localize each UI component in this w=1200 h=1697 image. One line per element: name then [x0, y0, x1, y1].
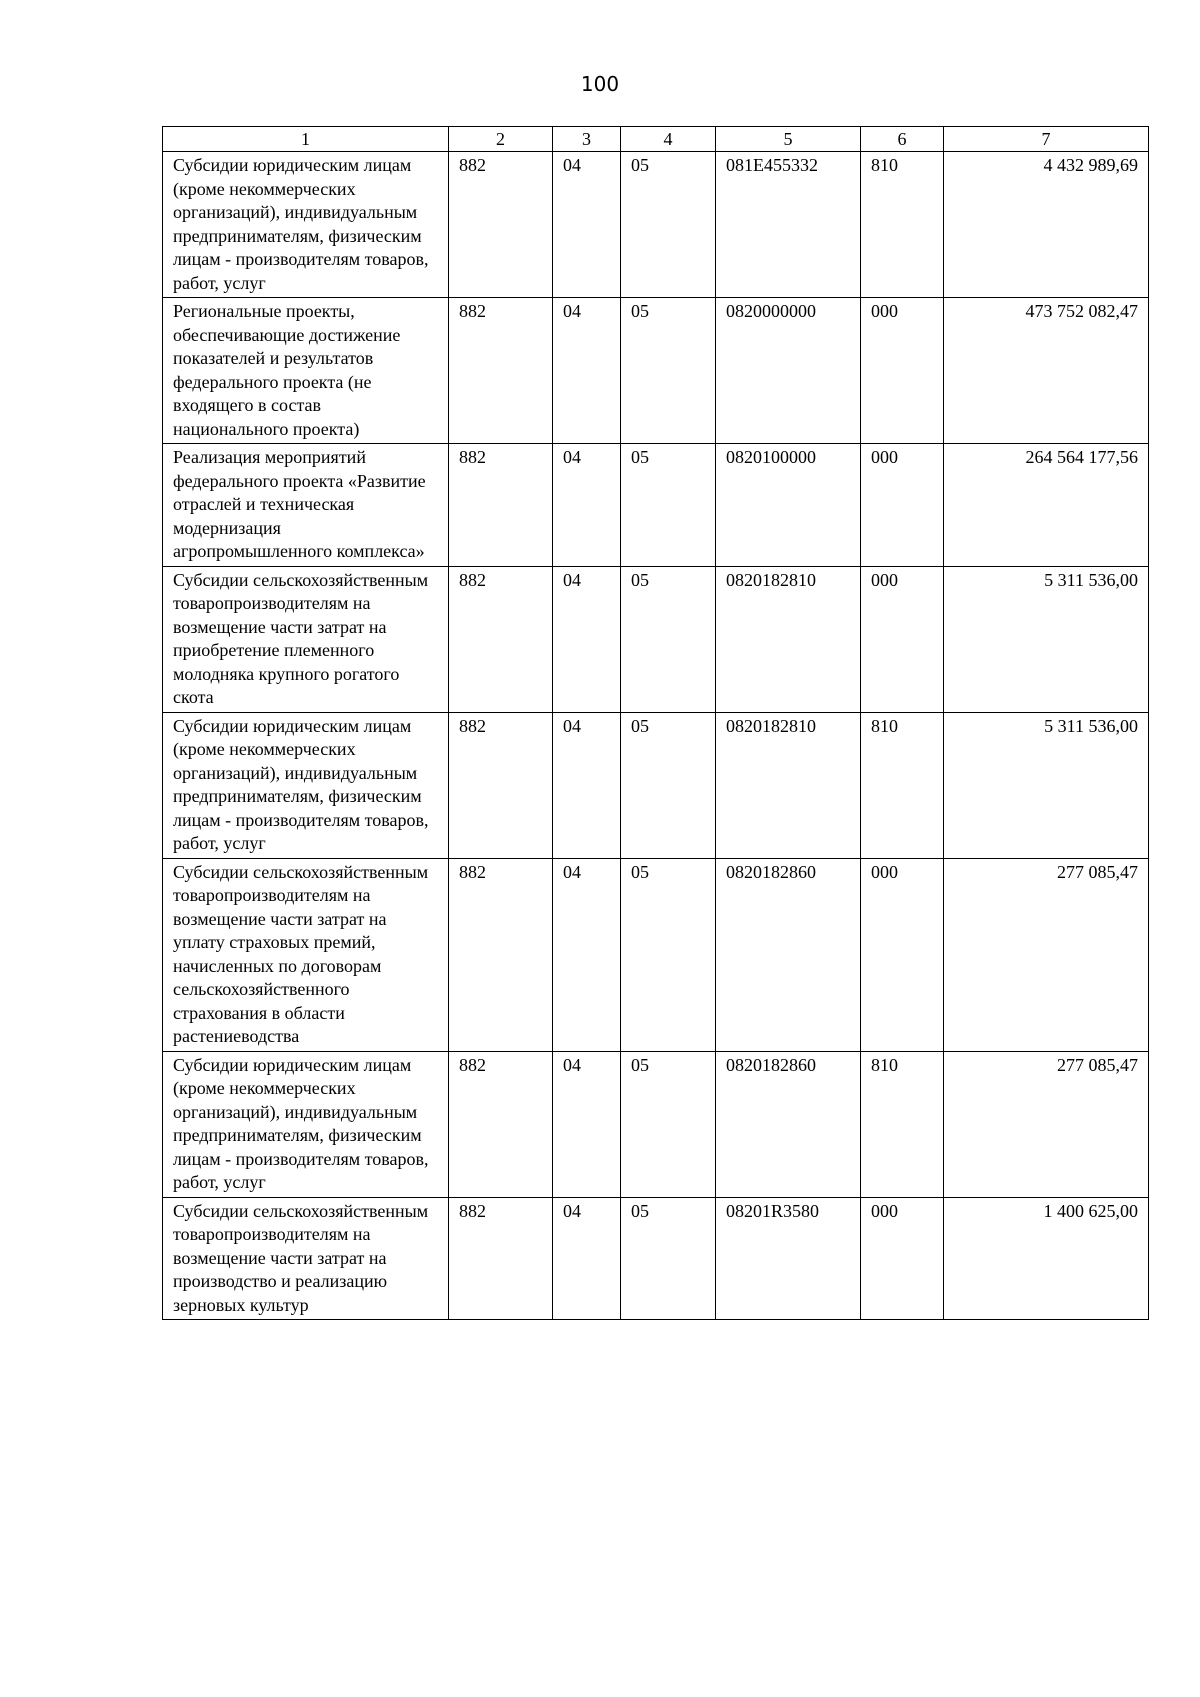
row-col-5: 0820182860: [716, 1051, 861, 1197]
row-name: Субсидии юридическим лицам (кроме некоммерческих организаций), индивидуальным предпринимателям, физическим лицам - производителям товаров, работ, услуг: [163, 152, 449, 298]
table-row: [163, 152, 1149, 298]
row-col-4: 05: [621, 298, 716, 444]
table-row: [163, 858, 1149, 1051]
row-col-2: 882: [449, 712, 553, 858]
row-col-3: 04: [553, 298, 621, 444]
row-col-6: 810: [861, 152, 944, 298]
row-col-6: 000: [861, 858, 944, 1051]
row-col-4: 05: [621, 566, 716, 712]
row-amount: 5 311 536,00: [944, 566, 1149, 712]
row-col-5: 0820100000: [716, 444, 861, 567]
row-col-5: 0820182810: [716, 712, 861, 858]
row-name: Субсидии сельскохозяйственным товаропроизводителям на возмещение части затрат на уплату страховых премий, начисленных по договорам сельскохозяйственного страхования в области растениеводства: [163, 858, 449, 1051]
row-col-6: 000: [861, 444, 944, 567]
row-col-2: 882: [449, 298, 553, 444]
row-amount: 264 564 177,56: [944, 444, 1149, 567]
row-col-4: 05: [621, 858, 716, 1051]
row-name: Реализация мероприятий федерального проекта «Развитие отраслей и техническая модернизация агропромышленного комплекса»: [163, 444, 449, 567]
row-name: Региональные проекты, обеспечивающие достижение показателей и результатов федерального проекта (не входящего в состав национального проекта): [163, 298, 449, 444]
col-header-6: 6: [861, 127, 944, 152]
row-amount: 1 400 625,00: [944, 1197, 1149, 1320]
row-amount: 277 085,47: [944, 1051, 1149, 1197]
table-row: [163, 1051, 1149, 1197]
row-col-3: 04: [553, 566, 621, 712]
row-col-3: 04: [553, 712, 621, 858]
budget-table: [162, 126, 1149, 1320]
row-col-5: 0820000000: [716, 298, 861, 444]
row-amount: 4 432 989,69: [944, 152, 1149, 298]
row-col-6: 810: [861, 712, 944, 858]
row-col-2: 882: [449, 444, 553, 567]
row-col-4: 05: [621, 444, 716, 567]
row-col-6: 000: [861, 1197, 944, 1320]
row-col-6: 000: [861, 566, 944, 712]
row-col-2: 882: [449, 1051, 553, 1197]
col-header-4: 4: [621, 127, 716, 152]
row-name: Субсидии сельскохозяйственным товаропроизводителям на возмещение части затрат на приобретение племенного молодняка крупного рогатого скота: [163, 566, 449, 712]
row-col-2: 882: [449, 566, 553, 712]
col-header-7: 7: [944, 127, 1149, 152]
page-number: 100: [580, 72, 620, 96]
row-col-3: 04: [553, 444, 621, 567]
row-col-4: 05: [621, 1051, 716, 1197]
col-header-2: 2: [449, 127, 553, 152]
table-row: [163, 566, 1149, 712]
row-col-5: 0820182810: [716, 566, 861, 712]
row-col-5: 08201R3580: [716, 1197, 861, 1320]
row-col-2: 882: [449, 152, 553, 298]
row-name: Субсидии юридическим лицам (кроме некоммерческих организаций), индивидуальным предпринимателям, физическим лицам - производителям товаров, работ, услуг: [163, 1051, 449, 1197]
row-col-3: 04: [553, 1197, 621, 1320]
row-col-4: 05: [621, 1197, 716, 1320]
col-header-3: 3: [553, 127, 621, 152]
row-col-4: 05: [621, 712, 716, 858]
table-row: [163, 444, 1149, 567]
row-col-3: 04: [553, 858, 621, 1051]
row-col-2: 882: [449, 858, 553, 1051]
row-col-3: 04: [553, 1051, 621, 1197]
row-col-5: 0820182860: [716, 858, 861, 1051]
col-header-5: 5: [716, 127, 861, 152]
col-header-1: 1: [163, 127, 449, 152]
row-col-2: 882: [449, 1197, 553, 1320]
row-name: Субсидии сельскохозяйственным товаропроизводителям на возмещение части затрат на производство и реализацию зерновых культур: [163, 1197, 449, 1320]
row-col-6: 000: [861, 298, 944, 444]
row-col-3: 04: [553, 152, 621, 298]
table-row: [163, 712, 1149, 858]
table-row: [163, 298, 1149, 444]
row-amount: 473 752 082,47: [944, 298, 1149, 444]
row-name: Субсидии юридическим лицам (кроме некоммерческих организаций), индивидуальным предпринимателям, физическим лицам - производителям товаров, работ, услуг: [163, 712, 449, 858]
row-amount: 277 085,47: [944, 858, 1149, 1051]
row-amount: 5 311 536,00: [944, 712, 1149, 858]
row-col-6: 810: [861, 1051, 944, 1197]
table-row: [163, 1197, 1149, 1320]
row-col-4: 05: [621, 152, 716, 298]
row-col-5: 081E455332: [716, 152, 861, 298]
header-row: [163, 127, 1149, 152]
